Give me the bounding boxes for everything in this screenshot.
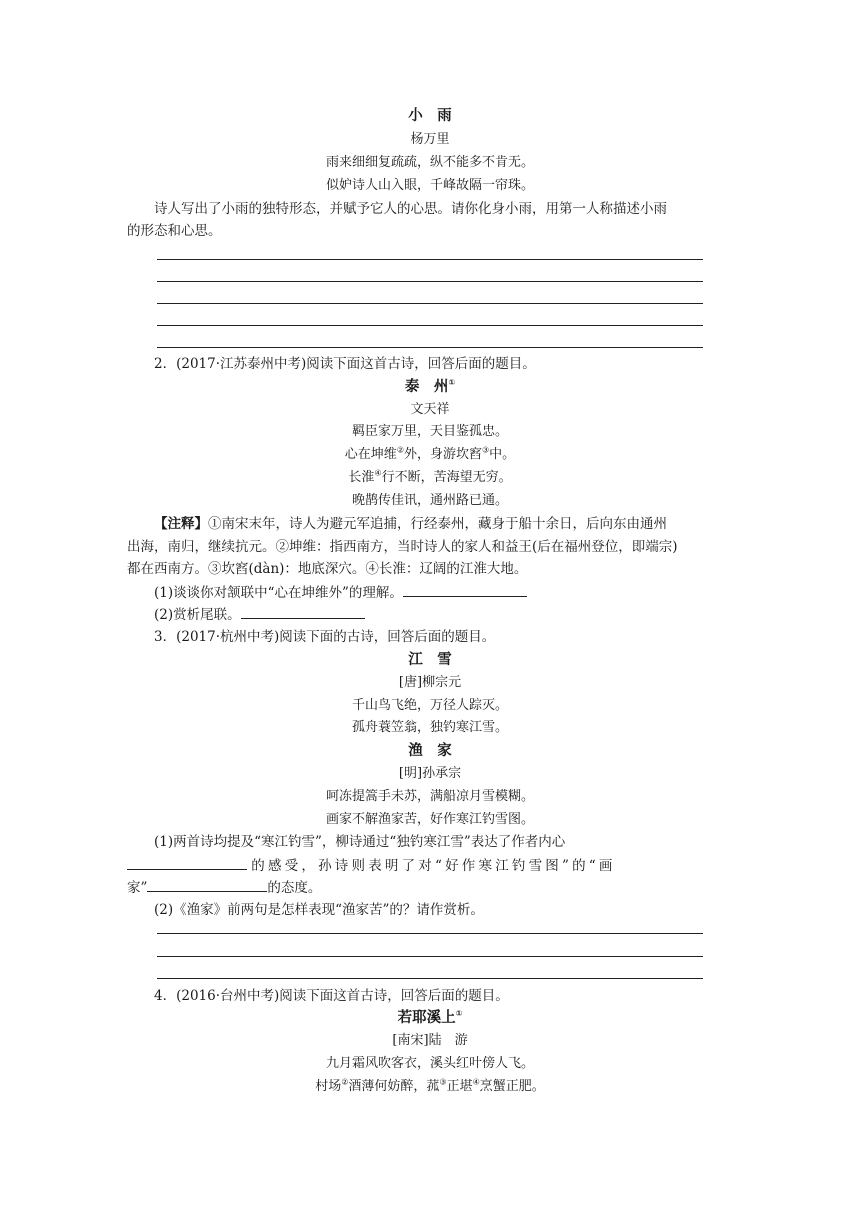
q3-sub1-text: 的感受，孙诗则表明了对“好作寒江钓雪图”的“画 [251, 858, 616, 874]
footnote-mark: ① [455, 1009, 463, 1019]
q2-notes-line3: 都在西南方。③坎窞(dàn)：地底深穴。④长淮：辽阔的江淮大地。 [127, 561, 528, 577]
footnote-mark: ③ [439, 1077, 447, 1087]
q2-notes-line2: 出海，南归，继续抗元。②坤维：指西南方，当时诗人的家人和益王(后在福州登位，即端宗) [127, 539, 678, 555]
poem1-line2: 似妒诗人山入眼，千峰故隔一帘珠。 [325, 178, 534, 193]
q3-poemA-line1: 千山鸟飞绝，万径人踪灭。 [351, 698, 508, 713]
q3-poemA-line2: 孤舟蓑笠翁，独钓寒江雪。 [351, 720, 508, 735]
q2-poem-line1: 羁臣家万里，天目鉴孤忠。 [351, 424, 508, 439]
poem1-title: 小 雨 [408, 108, 452, 124]
verse-text: 外，身游坎窞 [403, 447, 482, 462]
q2-poem-title [127, 377, 733, 397]
q3-sub1-text: 的态度。 [267, 880, 322, 896]
notes-label: 【注释】 [154, 516, 208, 532]
answer-line[interactable] [157, 978, 703, 979]
poem1-author: 杨万里 [410, 132, 450, 147]
q4-title-text: 若耶溪上 [397, 1010, 456, 1026]
verse-text: 酒薄何妨醉，菰 [348, 1079, 440, 1094]
q3-poemA-title: 江 雪 [408, 652, 452, 668]
verse-text: 烹蟹正肥。 [479, 1079, 545, 1094]
q3-poemB-line2: 画家不解渔家苦，好作寒江钓雪图。 [325, 812, 534, 827]
q2-poem-line4: 晚鹊传佳讯，通州路已通。 [351, 493, 508, 508]
q2-sub1-text: (1)谈谈你对颔联中“心在坤维外”的理解。 [154, 585, 403, 601]
q3-poemA-author: [唐]柳宗元 [398, 675, 462, 690]
footnote-mark: ② [341, 1077, 349, 1087]
poem1-line1: 雨来细细复疏疏，纵不能多不肯无。 [325, 155, 534, 170]
answer-line[interactable] [157, 933, 703, 934]
answer-line[interactable] [157, 325, 703, 326]
footnote-mark: ② [396, 445, 404, 455]
q2-header: 2．(2017·江苏泰州中考)阅读下面这首古诗，回答后面的题目。 [154, 356, 536, 372]
verse-text: 中。 [489, 447, 516, 462]
q2-title-text: 泰 州 [404, 379, 449, 395]
answer-blank[interactable] [241, 604, 365, 619]
q2-poem-line3 [127, 468, 733, 488]
q3-sub1-line2 [127, 855, 733, 876]
q4-poem-line2 [127, 1077, 733, 1097]
notes-text: ①南宋末年，诗人为避元军追捕，行经泰州，藏身于船十余日，后向东由通州 [208, 516, 667, 532]
answer-blank[interactable] [147, 877, 267, 892]
answer-line[interactable] [157, 347, 703, 348]
answer-line[interactable] [157, 303, 703, 304]
q3-sub1-line3 [127, 877, 733, 898]
footnote-mark: ④ [472, 1077, 480, 1087]
answer-blank[interactable] [127, 855, 247, 870]
answer-line[interactable] [157, 281, 703, 282]
answer-line[interactable] [157, 259, 703, 260]
verse-text: 长淮 [348, 470, 375, 485]
q4-poem-author: [南宋]陆 游 [392, 1033, 468, 1048]
q4-poem-title [127, 1008, 733, 1028]
verse-text: 村场 [315, 1079, 342, 1094]
footnote-mark: ③ [482, 445, 490, 455]
answer-blank[interactable] [403, 582, 527, 597]
q3-poemB-line1: 呵冻提篙手未苏，满船凉月雪模糊。 [325, 789, 534, 804]
answer-line[interactable] [157, 956, 703, 957]
q3-poemB-title: 渔 家 [408, 743, 452, 759]
q3-sub1-text: 家” [127, 880, 148, 896]
q3-poemB-author: [明]孙承宗 [398, 766, 462, 781]
q2-sub2-text: (2)赏析尾联。 [154, 607, 241, 623]
q2-sub2 [127, 604, 733, 625]
footnote-mark: ④ [374, 468, 382, 478]
verse-text: 正堪 [446, 1079, 473, 1094]
q2-sub1 [127, 582, 733, 603]
q2-poem-author: 文天祥 [410, 402, 450, 417]
q2-notes-line1 [127, 514, 733, 534]
q2-poem-line2 [127, 445, 733, 465]
q3-sub2: (2)《渔家》前两句是怎样表现“渔家苦”的？请作赏析。 [154, 902, 484, 918]
footnote-mark: ① [448, 378, 456, 388]
q4-header: 4．(2016·台州中考)阅读下面这首古诗，回答后面的题目。 [154, 988, 509, 1004]
q4-poem-line1: 九月霜风吹客衣，溪头红叶傍人飞。 [325, 1056, 534, 1071]
poem1-prompt-line1: 诗人写出了小雨的独特形态，并赋予它人的心思。请你化身小雨，用第一人称描述小雨 [154, 201, 667, 217]
verse-text: 心在坤维 [344, 447, 397, 462]
verse-text: 行不断，苦海望无穷。 [381, 470, 512, 485]
q3-sub1-line1: (1)两首诗均提及“寒江钓雪”，柳诗通过“独钓寒江雪”表达了作者内心 [154, 834, 566, 850]
poem1-prompt-line2: 的形态和心思。 [127, 223, 222, 239]
q3-header: 3．(2017·杭州中考)阅读下面的古诗，回答后面的题目。 [154, 629, 496, 645]
